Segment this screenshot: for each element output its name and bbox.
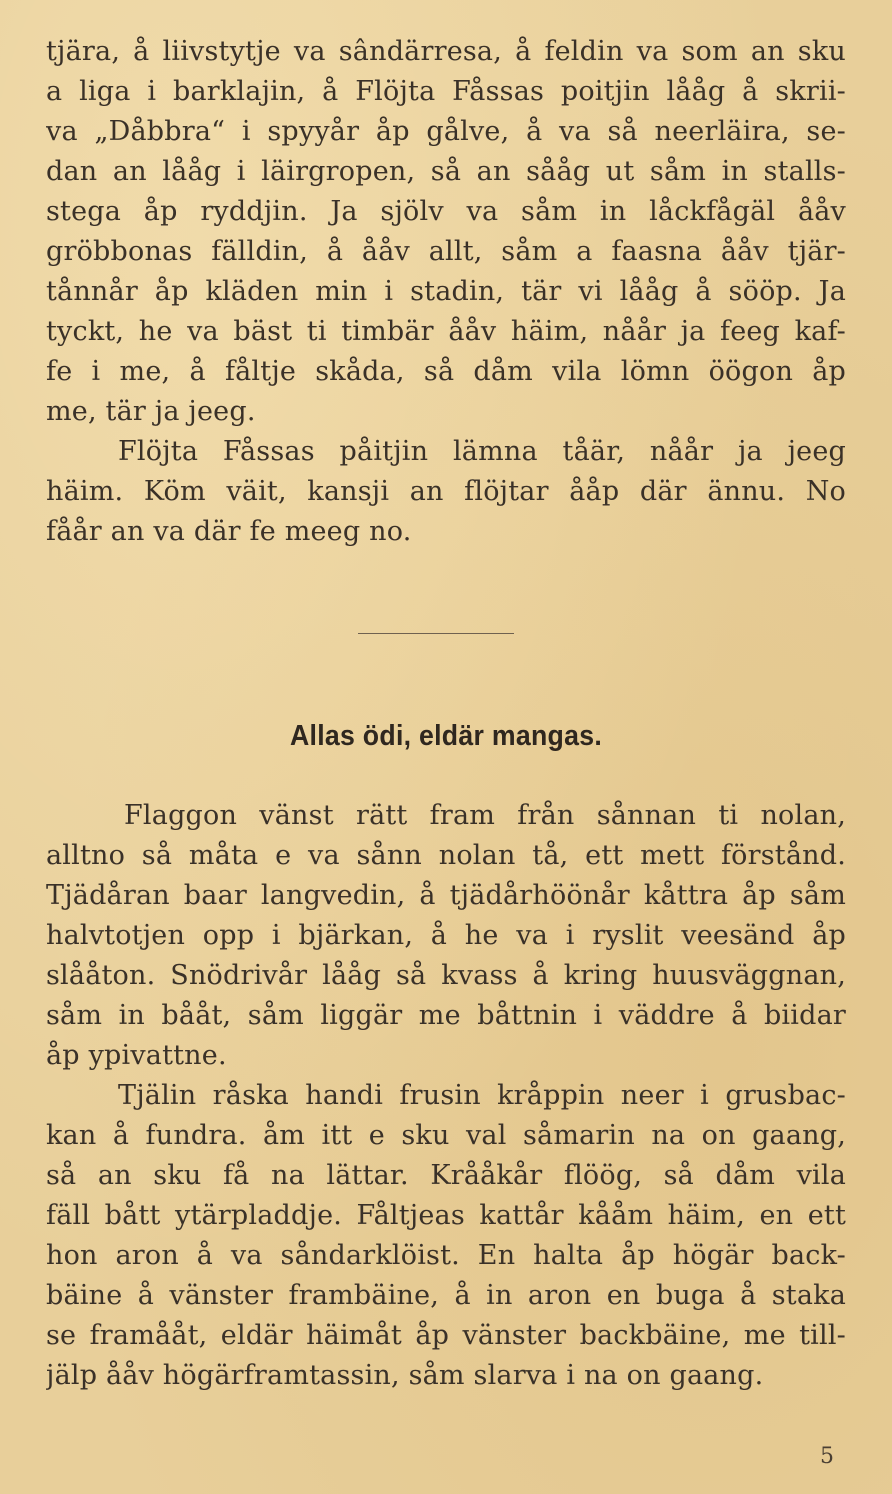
text-block-top bbox=[46, 32, 846, 552]
text-line: fåår an va där fe meeg no. bbox=[46, 516, 412, 547]
text-line: Tjälin råska handi frusin kråppin neer i grusbac- bbox=[118, 1080, 846, 1111]
page-number: 5 bbox=[820, 1444, 834, 1469]
text-line: gröbbonas fälldin, å ååv allt, såm a faasna ååv tjär- bbox=[46, 236, 846, 267]
section-divider bbox=[358, 633, 514, 634]
text-line: såm in bååt, såm liggär me båttnin i väddre å biidar bbox=[46, 1000, 846, 1031]
text-line: alltno så måta e va sånn nolan tå, ett mett förstånd. bbox=[46, 840, 846, 871]
text-line: halvtotjen opp i bjärkan, å he va i ryslit veesänd åp bbox=[46, 920, 846, 951]
text-line: tånnår åp kläden min i stadin, tär vi lååg å sööp. Ja bbox=[46, 276, 846, 307]
section-heading: Allas ödi, eldär mangas. bbox=[289, 720, 603, 752]
text-line: jälp ååv högärframtassin, såm slarva i na on gaang. bbox=[46, 1360, 764, 1391]
text-line: stega åp ryddjin. Ja sjölv va såm in låckfågäl ååv bbox=[46, 196, 846, 227]
text-line: bäine å vänster frambäine, å in aron en buga å staka bbox=[46, 1280, 846, 1311]
text-line: tyckt, he va bäst ti timbär ååv häim, nåår ja feeg kaf- bbox=[46, 316, 846, 347]
text-line: fe i me, å fåltje skåda, så dåm vila lömn öögon åp bbox=[46, 356, 846, 387]
text-line: Flöjta Fåssas påitjin lämna tåär, nåår ja jeeg bbox=[118, 436, 846, 467]
text-line: så an sku få na lättar. Krååkår flöög, så dåm vila bbox=[46, 1160, 846, 1191]
text-line: a liga i barklajin, å Flöjta Fåssas poitjin lååg å skrii- bbox=[46, 76, 846, 107]
text-line: fäll bått ytärpladdje. Fåltjeas kattår kååm häim, en ett bbox=[46, 1200, 846, 1231]
text-line: slååton. Snödrivår lååg så kvass å kring huusväggnan, bbox=[46, 960, 846, 991]
text-line: va „Dåbbra“ i spyyår åp gålve, å va så neerläira, se- bbox=[46, 116, 846, 147]
text-line: åp ypivattne. bbox=[46, 1040, 227, 1071]
text-line: Tjädåran baar langvedin, å tjädårhöönår kåttra åp såm bbox=[46, 880, 846, 911]
text-line: Flaggon vänst rätt fram från sånnan ti nolan, bbox=[124, 800, 846, 831]
text-block-bottom bbox=[46, 796, 846, 1396]
text-line: kan å fundra. åm itt e sku val såmarin na on gaang, bbox=[46, 1120, 846, 1151]
text-line: se framååt, eldär häimåt åp vänster backbäine, me till- bbox=[46, 1320, 846, 1351]
text-line: tjära, å liivstytje va sândärresa, å feldin va som an sku bbox=[46, 36, 846, 67]
text-line: me, tär ja jeeg. bbox=[46, 396, 256, 427]
text-line: häim. Köm väit, kansji an flöjtar ååp där ännu. No bbox=[46, 476, 846, 507]
text-line: hon aron å va såndarklöist. En halta åp högär back- bbox=[46, 1240, 846, 1271]
text-line: dan an lååg i läirgropen, så an sååg ut såm in stalls- bbox=[46, 156, 846, 187]
